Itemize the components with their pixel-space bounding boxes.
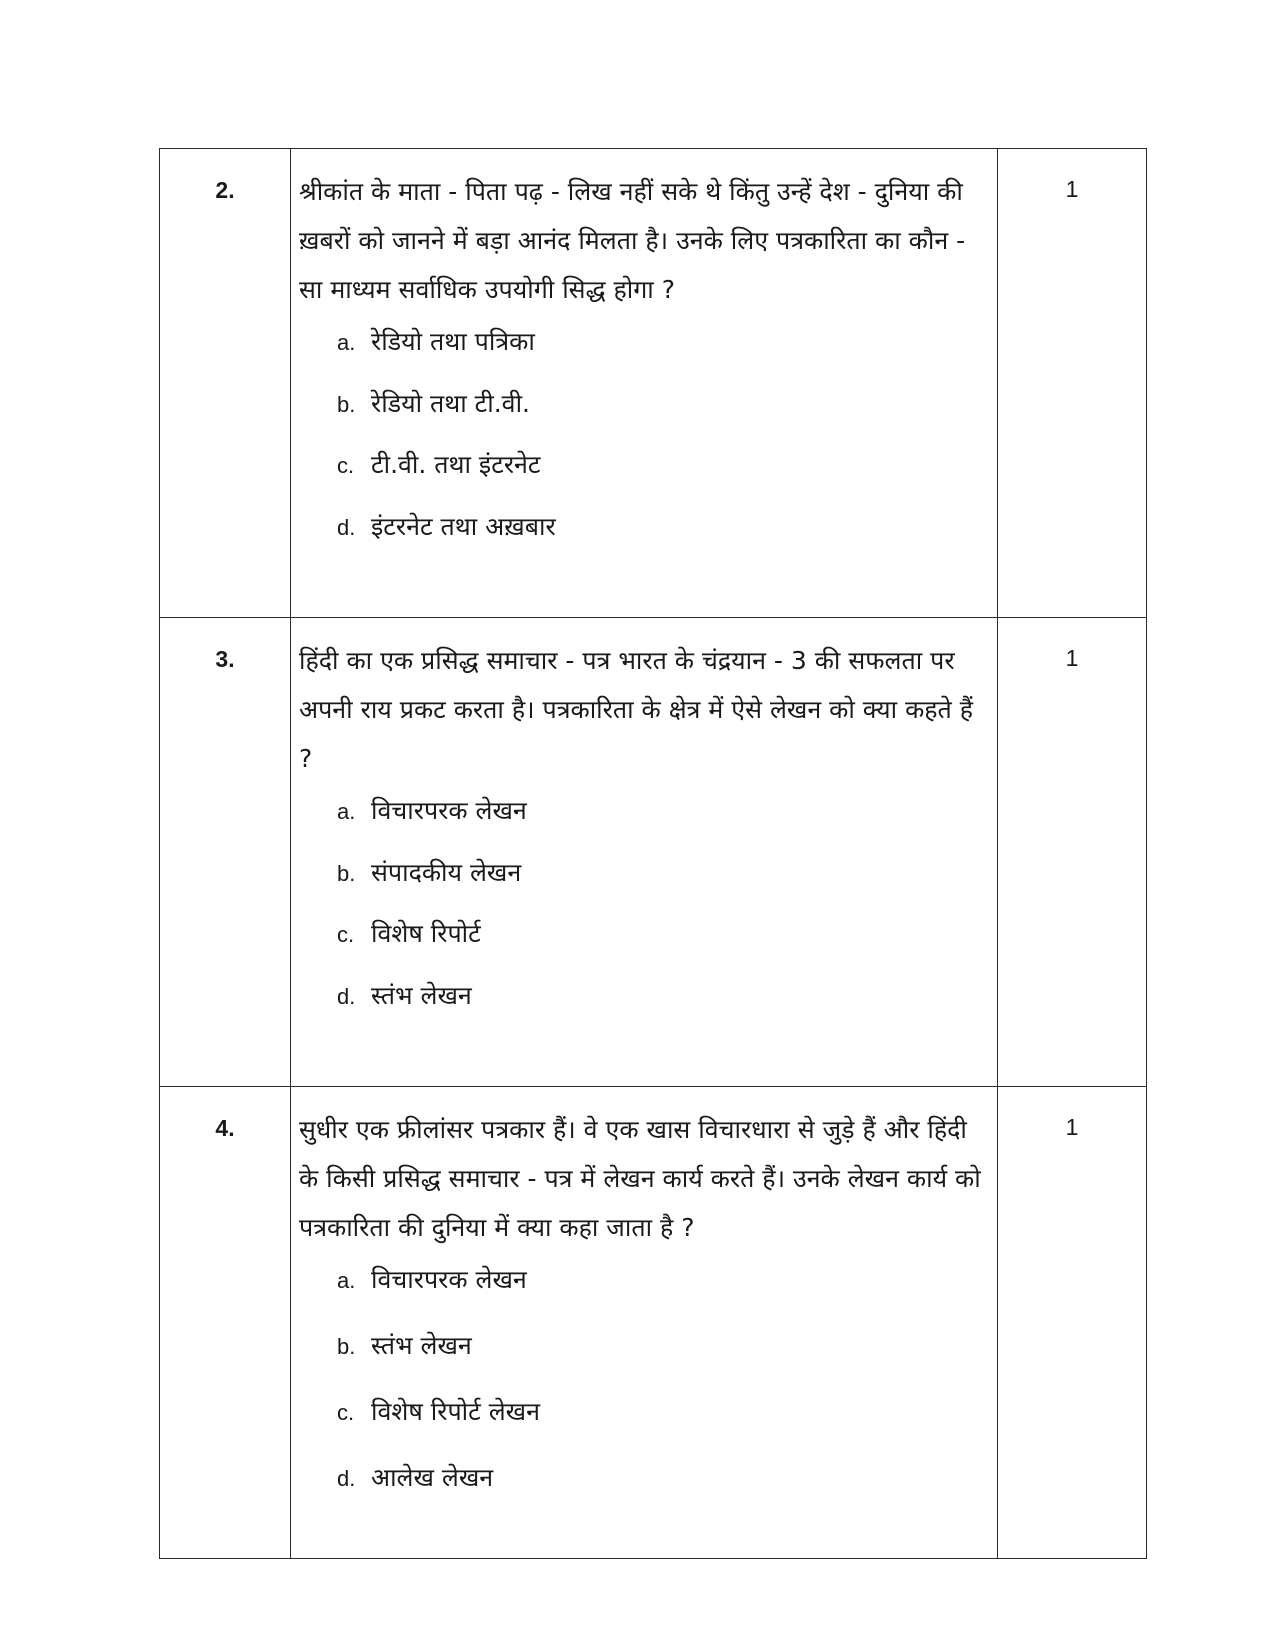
question-table: [159, 148, 1147, 1559]
option-letter: c.: [337, 453, 355, 478]
option-text: विचारपरक लेखन: [371, 796, 527, 825]
question-text: सुधीर एक फ्रीलांसर पत्रकार हैं। वे एक खास विचारधारा से जुड़े हैं और हिंदी के किसी प्रसिद्ध समाचार - पत्र में लेखन कार्य करते हैं। उनके लेखन कार्य को पत्रकारिता की दुनिया में क्या कहा जाता है ?: [299, 1115, 981, 1242]
options-list: [299, 1262, 991, 1526]
option-letter: c.: [337, 1400, 355, 1425]
option-letter: a.: [337, 1268, 356, 1293]
question-number: 3.: [160, 618, 291, 1087]
options-list: [299, 324, 991, 570]
question-marks: 1: [998, 149, 1147, 618]
option-text: इंटरनेट तथा अख़बार: [371, 511, 556, 541]
option-text: विशेष रिपोर्ट लेखन: [371, 1397, 540, 1426]
option-letter: d.: [337, 1466, 356, 1491]
option-a: [337, 324, 991, 386]
question-number: 4.: [160, 1087, 291, 1559]
option-b: [337, 386, 991, 448]
option-letter: b.: [337, 1334, 356, 1359]
option-d: [337, 1460, 991, 1526]
option-text: संपादकीय लेखन: [371, 857, 522, 887]
option-d: [337, 509, 991, 571]
option-d: [337, 978, 991, 1040]
option-letter: c.: [337, 922, 355, 947]
option-c: [337, 916, 991, 978]
question-body: [291, 149, 998, 618]
option-text: टी.वी. तथा इंटरनेट: [371, 450, 541, 479]
question-row: [160, 149, 1147, 618]
question-row: [160, 1087, 1147, 1559]
option-letter: b.: [337, 391, 356, 417]
question-body: [291, 1087, 998, 1559]
question-text: हिंदी का एक प्रसिद्ध समाचार - पत्र भारत के चंद्रयान - 3 की सफलता पर अपनी राय प्रकट करता है। पत्रकारिता के क्षेत्र में ऐसे लेखन को क्या कहते हैं ?: [299, 646, 974, 773]
option-letter: a.: [337, 330, 356, 355]
question-marks: 1: [998, 618, 1147, 1087]
options-list: [299, 793, 991, 1039]
option-letter: b.: [337, 860, 356, 886]
option-text: विचारपरक लेखन: [371, 1265, 527, 1294]
option-text: स्तंभ लेखन: [371, 1331, 472, 1360]
question-row: [160, 618, 1147, 1087]
option-text: स्तंभ लेखन: [371, 980, 472, 1010]
option-c: [337, 447, 991, 509]
option-letter: d.: [337, 983, 356, 1009]
question-body: [291, 618, 998, 1087]
option-text: आलेख लेखन: [371, 1463, 494, 1492]
option-letter: d.: [337, 514, 356, 540]
option-a: [337, 1262, 991, 1328]
option-b: [337, 855, 991, 917]
question-number: 2.: [160, 149, 291, 618]
option-text: विशेष रिपोर्ट: [371, 919, 481, 948]
option-b: [337, 1328, 991, 1394]
option-a: [337, 793, 991, 855]
option-text: रेडियो तथा टी.वी.: [371, 388, 530, 418]
question-text: श्रीकांत के माता - पिता पढ़ - लिख नहीं सके थे किंतु उन्हें देश - दुनिया की ख़बरों को जानने में बड़ा आनंद मिलता है। उनके लिए पत्रकारिता का कौन - सा माध्यम सर्वाधिक उपयोगी सिद्ध होगा ?: [299, 177, 966, 304]
option-letter: a.: [337, 799, 356, 824]
question-marks: 1: [998, 1087, 1147, 1559]
option-c: [337, 1394, 991, 1460]
option-text: रेडियो तथा पत्रिका: [371, 327, 535, 356]
